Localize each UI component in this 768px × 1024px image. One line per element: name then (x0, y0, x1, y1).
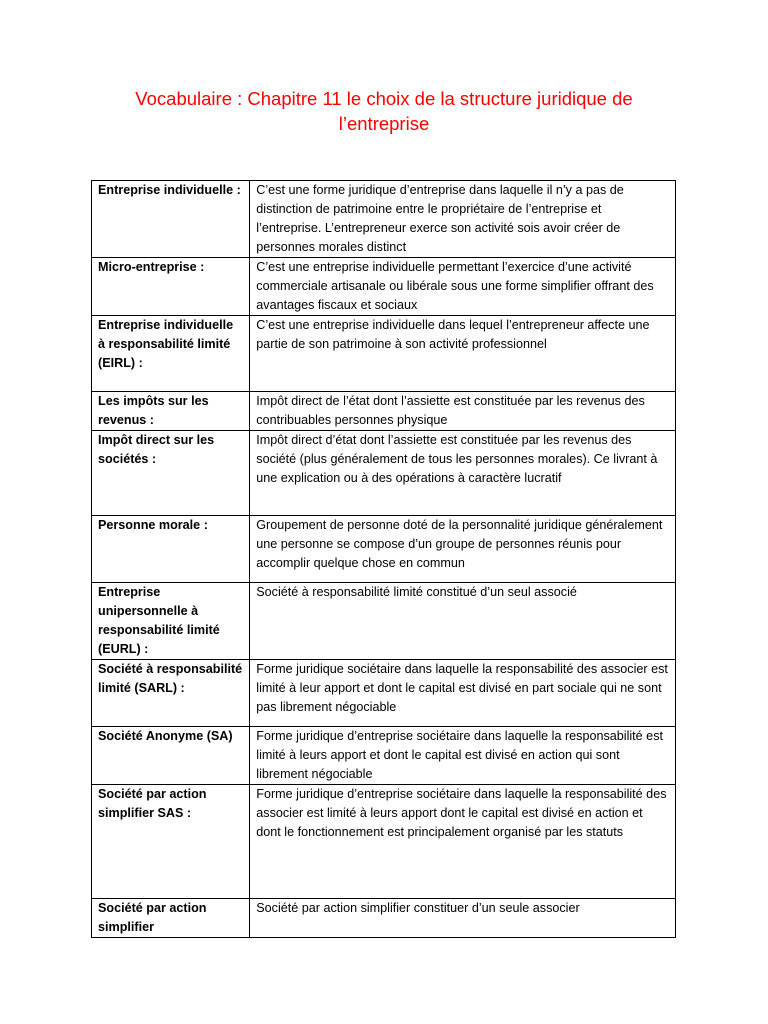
table-row (92, 660, 676, 727)
table-row (92, 785, 676, 899)
definition-cell: Forme juridique d’entreprise sociétaire dans laquelle la responsabilité des associer est limité à leurs apport dont le capital est divisé en action et dont le fonctionnement est principalement organisé par les statuts (250, 785, 676, 899)
term-cell: Entreprise individuelle : (92, 181, 250, 258)
table-row (92, 727, 676, 785)
term-cell: Personne morale : (92, 516, 250, 583)
definition-cell: Forme juridique sociétaire dans laquelle la responsabilité des associer est limité à leur apport et dont le capital est divisé en part sociale qui ne sont pas librement négociable (250, 660, 676, 727)
definition-cell: C’est une forme juridique d’entreprise dans laquelle il n’y a pas de distinction de patrimoine entre le propriétaire de l’entreprise et l’entreprise. L’entrepreneur exerce son activité sois avoir créer de personnes morales distinct (250, 181, 676, 258)
table-row (92, 258, 676, 316)
definition-cell: Société par action simplifier constituer d’un seule associer (250, 899, 676, 938)
term-cell: Entreprise individuelle à responsabilité limité (EIRL) : (92, 316, 250, 392)
definition-cell: Impôt direct de l’état dont l’assiette est constituée par les revenus des contribuables personnes physique (250, 392, 676, 431)
table-row (92, 516, 676, 583)
table-row (92, 583, 676, 660)
definition-cell: Groupement de personne doté de la personnalité juridique généralement une personne se compose d’un groupe de personnes réunis pour accomplir quelque chose en commun (250, 516, 676, 583)
table-row (92, 316, 676, 392)
term-cell: Société par action simplifier SAS : (92, 785, 250, 899)
table-row (92, 392, 676, 431)
term-cell: Les impôts sur les revenus : (92, 392, 250, 431)
definition-cell: C’est une entreprise individuelle permettant l’exercice d’une activité commerciale artisanale ou libérale sous une forme simplifier offrant des avantages fiscaux et sociaux (250, 258, 676, 316)
vocabulary-table (91, 180, 676, 938)
title-line-1: Vocabulaire : Chapitre 11 le choix de la structure juridique de (135, 88, 633, 109)
term-cell: Micro-entreprise : (92, 258, 250, 316)
definition-cell: C’est une entreprise individuelle dans lequel l’entrepreneur affecte une partie de son patrimoine à son activité professionnel (250, 316, 676, 392)
table-row (92, 431, 676, 516)
term-cell: Société par action simplifier (92, 899, 250, 938)
definition-cell: Impôt direct d’état dont l’assiette est constituée par les revenus des société (plus généralement de tous les personnes morales). Ce livrant à une explication ou à des opérations à caractère lucratif (250, 431, 676, 516)
term-cell: Entreprise unipersonnelle à responsabilité limité (EURL) : (92, 583, 250, 660)
definition-cell: Société à responsabilité limité constitué d’un seul associé (250, 583, 676, 660)
term-cell: Société à responsabilité limité (SARL) : (92, 660, 250, 727)
table-row (92, 181, 676, 258)
page-title (90, 86, 678, 136)
table-row (92, 899, 676, 938)
term-cell: Société Anonyme (SA) (92, 727, 250, 785)
term-cell: Impôt direct sur les sociétés : (92, 431, 250, 516)
definition-cell: Forme juridique d’entreprise sociétaire dans laquelle la responsabilité est limité à leurs apport et dont le capital est divisé en action qui sont librement négociable (250, 727, 676, 785)
title-line-2: l’entreprise (338, 113, 430, 134)
